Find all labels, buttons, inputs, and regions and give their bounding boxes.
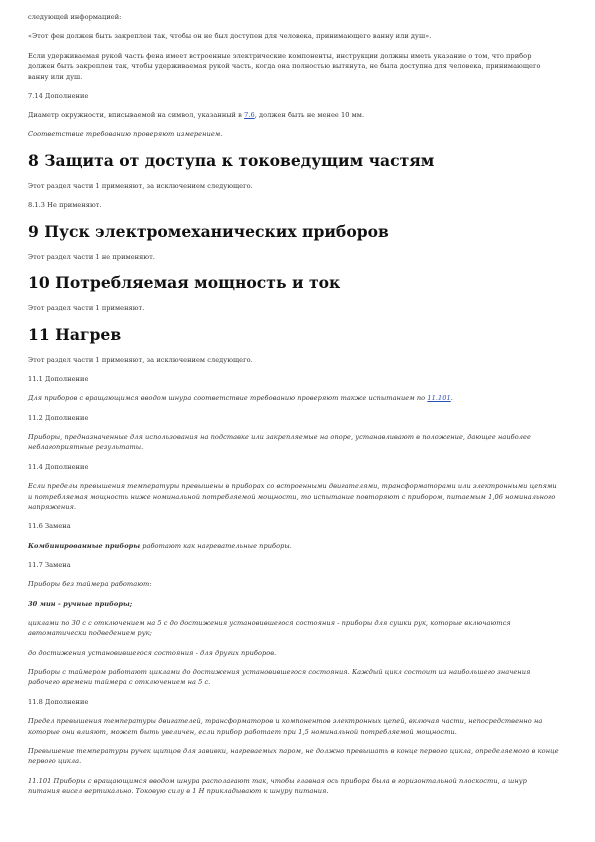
clause-7-14-text [28, 110, 559, 121]
section-10-heading: 10 Потребляемая мощность и ток [28, 273, 341, 293]
clause-11-6-number: 11.6 Замена [28, 522, 71, 531]
clause-11-8-number: 11.8 Дополнение [28, 697, 89, 706]
clause-11-7-item-a: 30 мин - ручные приборы; [28, 599, 133, 608]
clause-11-6-text [28, 541, 559, 552]
clause-11-8-text: Предел превышения температуры двигателей, трансформаторов и компонентов электронных цепей, включая части, непосредственно на которые они влияют, может быть увеличен, если прибор работает при 1,5 номинальной потребляемой мощности. [28, 717, 543, 736]
clause-11-101-text: 11.101 Приборы с вращающимся вводом шнура располагают так, чтобы главная ось прибора была в горизонтальной плоскости, а шнур питания висел вертикально. Токовую силу в 1 Н прикладывают к шнуру питания. [28, 776, 527, 796]
clause-11-1-number: 11.1 Дополнение [28, 375, 89, 384]
section-11-heading: 11 Нагрев [28, 324, 122, 344]
clause-11-7-timer-text: Приборы с таймером работают циклами до достижения установившегося состояния. Каждый цикл состоит из наибольшего значения рабочего времени таймера с отключением на 5 с. [28, 667, 531, 687]
clause-11-2-number: 11.2 Дополнение [28, 413, 89, 422]
clause-11-7-item-b: циклами по 30 с с отключением на 5 с до достижения установившегося состояния - приборы для сушки рук, которые включаются автоматически подведением рук; [28, 618, 511, 638]
link-7-6[interactable]: 7.6 [244, 111, 255, 120]
clause-11-4-text: Если пределы превышения температуры превышены в приборах со встроенными двигателями, трансформаторами или электронными цепями и потребляемая мощность ниже номинальной потребляемой мощности, то испытание повторяют с прибором, питаемым 1,06 номинального напряжения. [28, 482, 557, 512]
intro-text: следующей информацией: [28, 13, 122, 21]
clause-11-6-term: Комбинированные приборы [28, 541, 141, 550]
clause-7-14-check: Соответствие требованию проверяют измерением. [28, 130, 223, 139]
clause-7-14-text-start: Диаметр окружности, вписываемой на символ, указанный в [28, 111, 245, 120]
clause-8-1-3: 8.1.3 Не применяют. [28, 201, 102, 210]
clause-11-6-rest: работают как нагревательные приборы. [140, 541, 292, 550]
clause-11-2-text: Приборы, предназначенные для использования на подставке или закрепляемые на опоре, устанавливают в положение, дающее наиболее неблагоприятные результаты. [28, 432, 531, 452]
clause-11-7-number: 11.7 Замена [28, 560, 71, 569]
section-10-text: Этот раздел части 1 применяют. [28, 304, 145, 313]
section-11-text: Этот раздел части 1 применяют, за исключением следующего. [28, 355, 253, 364]
clause-11-7-text: Приборы без таймера работают: [28, 580, 152, 589]
section-9-text: Этот раздел части 1 не применяют. [28, 252, 155, 261]
warning-text: Если удерживаемая рукой часть фена имеет встроенные электрические компоненты, инструкции должны иметь указание о том, что прибор должен быть закреплен так, чтобы удерживаемая рукой часть, когда она полностью вытянута, не была доступна для человека, принимающего ванну или душ. [28, 51, 541, 81]
clause-11-1-text [28, 393, 559, 404]
warning-quote: «Этот фен должен быть закреплен так, чтобы он не был доступен для человека, принимающего ванну или душ». [28, 32, 432, 41]
clause-11-1-text-end: . [450, 394, 453, 403]
clause-7-14-text-end: , должен быть не менее 10 мм. [254, 111, 365, 120]
section-8-text: Этот раздел части 1 применяют, за исключением следующего. [28, 181, 253, 190]
clause-11-1-text-start: Для приборов с вращающимся вводом шнура соответствие требованию проверяют также испытанием по [28, 394, 428, 403]
section-9-heading: 9 Пуск электромеханических приборов [28, 221, 389, 241]
section-8-heading: 8 Защита от доступа к токоведущим частям [28, 150, 435, 170]
clause-11-8-text-2: Превышение температуры ручек щипцов для завивки, нагреваемых паром, не должно превышать в конце первого цикла, определяемого в конце первого цикла. [28, 746, 559, 766]
clause-11-7-item-c: до достижения установившегося состояния - для других приборов. [28, 648, 277, 657]
link-11-101[interactable]: 11.101 [427, 394, 451, 403]
clause-7-14-number: 7.14 Дополнение [28, 91, 89, 100]
clause-11-4-number: 11.4 Дополнение [28, 462, 89, 471]
